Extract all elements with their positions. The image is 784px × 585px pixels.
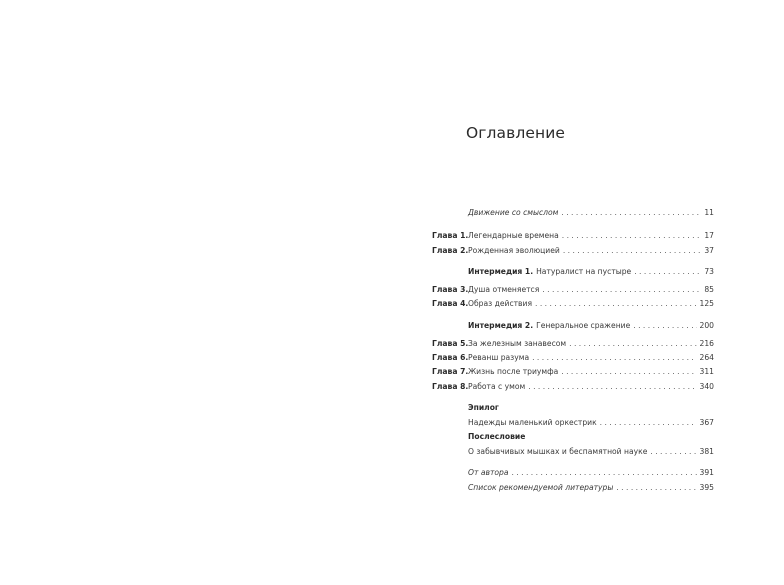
toc-entry[interactable]	[432, 206, 714, 220]
dot-leader	[512, 466, 697, 480]
dot-leader	[633, 319, 696, 333]
toc-entry[interactable]	[432, 445, 714, 459]
toc-entry-line	[468, 445, 714, 459]
entry-title: Легендарные времена	[468, 231, 559, 240]
toc-entry-line	[468, 244, 714, 258]
entry-title: Работа с умом	[468, 382, 526, 391]
entry-title: Душа отменяется	[468, 285, 540, 294]
page-number: 391	[699, 468, 714, 477]
chapter-label: Глава 6.	[432, 353, 469, 362]
toc-entry-line	[468, 365, 714, 379]
entry-title: От автора	[468, 468, 509, 477]
dot-leader	[535, 297, 696, 311]
toc-entry-line	[468, 351, 714, 365]
page-number: 367	[699, 418, 714, 427]
entry-title: Генеральное сражение	[536, 321, 631, 330]
entry-title: О забывчивых мышках и беспамятной науке	[468, 447, 648, 456]
chapter-label: Глава 1.	[432, 231, 469, 240]
chapter-label: Глава 7.	[432, 367, 469, 376]
entry-title: Образ действия	[468, 299, 533, 308]
section-heading-text: Послесловие	[468, 432, 526, 441]
dot-leader	[542, 283, 701, 297]
page-number: 381	[699, 447, 714, 456]
page-number: 340	[699, 382, 714, 391]
toc-entry-line	[468, 229, 714, 243]
dot-leader	[562, 229, 701, 243]
dot-leader	[634, 265, 701, 279]
toc-entry-line	[468, 481, 714, 495]
chapter-label: Глава 5.	[432, 339, 469, 348]
dot-leader	[532, 351, 696, 365]
chapter-label: Глава 2.	[432, 246, 469, 255]
interlude-label: Интермедия 1.	[468, 267, 534, 276]
dot-leader	[650, 445, 696, 459]
chapter-label: Глава 4.	[432, 299, 469, 308]
toc-section-heading	[432, 401, 714, 415]
toc-entry[interactable]	[432, 380, 714, 394]
entry-title: Реванш разума	[468, 353, 530, 362]
toc-entry-line	[468, 401, 714, 415]
toc-entry[interactable]	[432, 319, 714, 333]
toc-entry[interactable]	[432, 265, 714, 279]
toc-entry[interactable]	[432, 466, 714, 480]
page-number: 200	[699, 321, 714, 330]
section-heading-text: Эпилог	[468, 403, 499, 412]
page-number: 73	[704, 267, 714, 276]
entry-title: Жизнь после триумфа	[468, 367, 559, 376]
dot-leader	[561, 365, 696, 379]
page-number: 125	[699, 299, 714, 308]
toc-entry-line	[468, 466, 714, 480]
dot-leader	[569, 337, 696, 351]
toc-entry[interactable]	[432, 481, 714, 495]
entry-title: Список рекомендуемой литературы	[468, 483, 614, 492]
dot-leader	[528, 380, 696, 394]
toc-entry-line	[468, 265, 714, 279]
toc-entry[interactable]	[432, 229, 714, 243]
dot-leader	[563, 244, 701, 258]
dot-leader	[561, 206, 701, 220]
page-number: 17	[704, 231, 714, 240]
chapter-label: Глава 8.	[432, 382, 469, 391]
toc-entry[interactable]	[432, 365, 714, 379]
entry-title: Рожденная эволюцией	[468, 246, 560, 255]
chapter-label: Глава 3.	[432, 285, 469, 294]
toc-entry-line	[468, 416, 714, 430]
interlude-label: Интермедия 2.	[468, 321, 534, 330]
page-number: 11	[704, 208, 714, 217]
page-number: 85	[704, 285, 714, 294]
dot-leader	[616, 481, 696, 495]
toc-entry[interactable]	[432, 416, 714, 430]
toc-entry-line	[468, 430, 714, 444]
page-number: 395	[699, 483, 714, 492]
page-number: 264	[699, 353, 714, 362]
page-number: 37	[704, 246, 714, 255]
entry-title: За железным занавесом	[468, 339, 567, 348]
toc-entry[interactable]	[432, 244, 714, 258]
page-number: 216	[699, 339, 714, 348]
toc-entry-line	[468, 206, 714, 220]
toc-entry[interactable]	[432, 337, 714, 351]
toc-section-heading	[432, 430, 714, 444]
toc-entry-line	[468, 283, 714, 297]
toc-entry[interactable]	[432, 283, 714, 297]
toc-entry[interactable]	[432, 297, 714, 311]
entry-title: Движение со смыслом	[468, 208, 559, 217]
page-number: 311	[699, 367, 714, 376]
entry-title: Натуралист на пустыре	[536, 267, 632, 276]
toc-entry-line	[468, 319, 714, 333]
toc-title: Оглавление	[466, 124, 566, 142]
toc-entry-line	[468, 297, 714, 311]
entry-title: Надежды маленький оркестрик	[468, 418, 597, 427]
toc-entry[interactable]	[432, 351, 714, 365]
dot-leader	[600, 416, 697, 430]
toc-entry-line	[468, 380, 714, 394]
toc-entry-line	[468, 337, 714, 351]
